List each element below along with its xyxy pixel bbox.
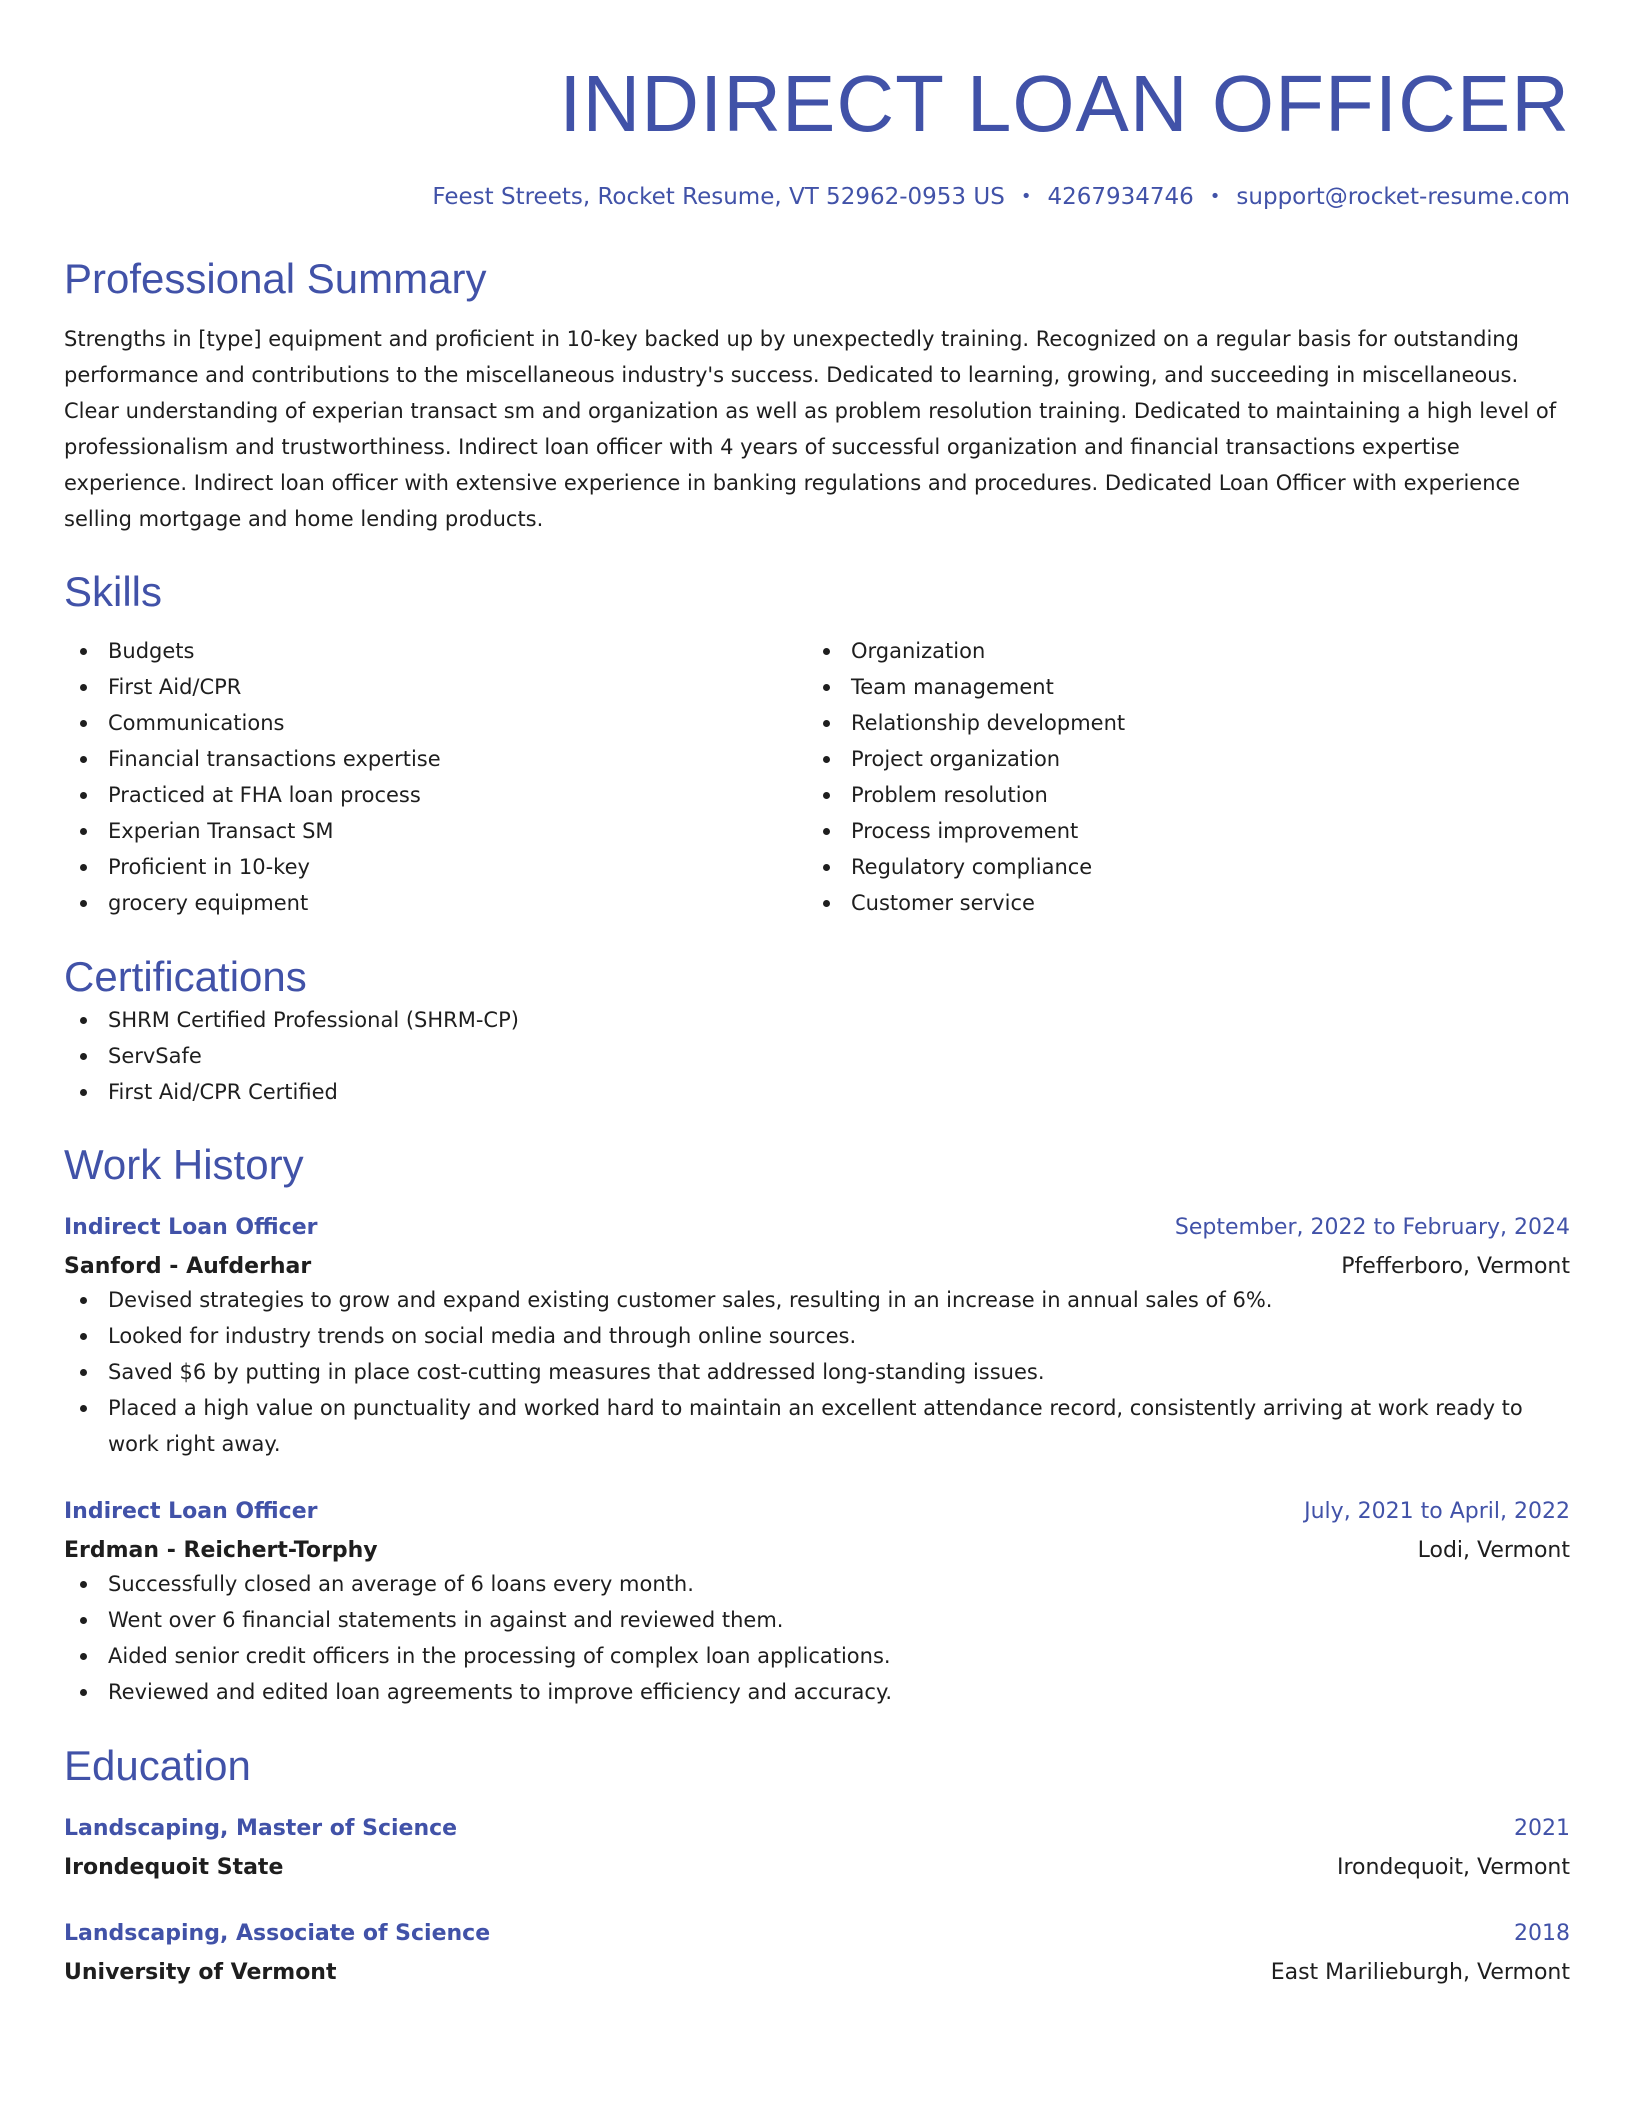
certification-item: SHRM Certified Professional (SHRM-CP) [64, 1002, 1570, 1038]
education-year: 2021 [1514, 1816, 1570, 1841]
job-dates: September, 2022 to February, 2024 [1174, 1215, 1570, 1240]
education-subheader [64, 1853, 1570, 1883]
contact-phone[interactable]: 4267934746 [1047, 184, 1194, 210]
skill-item: Budgets [64, 633, 807, 669]
certifications-list [64, 1002, 1570, 1110]
contact-email[interactable]: support@rocket-resume.com [1236, 184, 1570, 210]
job-header [64, 1497, 1570, 1527]
skill-item: Process improvement [807, 813, 1550, 849]
summary-text: Strengths in [type] equipment and proficient in 10-key backed up by unexpectedly training. Recognized on a regular basis for outstanding performance and contributions to the miscellaneous industry's success. Dedicated to learning, growing, and succeeding in miscellaneous. Clear understanding of experian transact sm and organization as well as problem resolution training. Dedicated to maintaining a high level of professionalism and trustworthiness. Indirect loan officer with 4 years of successful organization and financial transactions expertise experience. Indirect loan officer with extensive experience in banking regulations and procedures. Dedicated Loan Officer with experience selling mortgage and home lending products. [64, 327, 1557, 531]
job-company: Sanford - Aufderhar [64, 1254, 312, 1279]
education-degree: Landscaping, Master of Science [64, 1816, 458, 1841]
job-bullet: Aided senior credit officers in the processing of complex loan applications. [64, 1638, 1570, 1674]
job-bullet: Reviewed and edited loan agreements to improve efficiency and accuracy. [64, 1674, 1570, 1710]
education-degree: Landscaping, Associate of Science [64, 1921, 491, 1946]
job-bullet: Successfully closed an average of 6 loans every month. [64, 1566, 1570, 1602]
skill-item: First Aid/CPR [64, 669, 807, 705]
skill-item: Team management [807, 669, 1550, 705]
section-title-education: Education [64, 1742, 251, 1789]
job-location: Lodi, Vermont [1417, 1538, 1570, 1563]
job-dates: July, 2021 to April, 2022 [1304, 1499, 1570, 1524]
education-location: Irondequoit, Vermont [1336, 1855, 1570, 1880]
skill-item: grocery equipment [64, 885, 807, 921]
job-bullets [64, 1566, 1570, 1710]
skill-item: Experian Transact SM [64, 813, 807, 849]
education-location: East Marilieburgh, Vermont [1270, 1960, 1570, 1985]
skills-list-left [64, 633, 807, 921]
job-title: Indirect Loan Officer [64, 1499, 318, 1524]
skill-item: Problem resolution [807, 777, 1550, 813]
skill-item: Customer service [807, 885, 1550, 921]
education-subheader [64, 1958, 1570, 1988]
section-title-summary: Professional Summary [64, 255, 487, 302]
certification-item: First Aid/CPR Certified [64, 1074, 1570, 1110]
contact-address: Feest Streets, Rocket Resume, VT 52962-0953 US [432, 184, 1005, 210]
skill-item: Relationship development [807, 705, 1550, 741]
education-school: Irondequoit State [64, 1855, 284, 1880]
section-title-certifications: Certifications [64, 953, 307, 1000]
section-title-work-history: Work History [64, 1141, 304, 1188]
skill-item: Project organization [807, 741, 1550, 777]
job-bullet: Went over 6 financial statements in against and reviewed them. [64, 1602, 1570, 1638]
skill-item: Communications [64, 705, 807, 741]
job-entry [64, 1213, 1570, 1462]
education-year: 2018 [1514, 1921, 1570, 1946]
education-entry [64, 1919, 1570, 1988]
job-bullet: Devised strategies to grow and expand existing customer sales, resulting in an increase in annual sales of 6%. [64, 1282, 1570, 1318]
contact-separator: • [1209, 186, 1221, 207]
candidate-name: INDIRECT LOAN OFFICER [559, 59, 1570, 148]
contact-line [64, 182, 1570, 212]
job-header [64, 1213, 1570, 1243]
skills-list-right [807, 633, 1550, 921]
job-bullets [64, 1282, 1570, 1462]
job-subheader [64, 1536, 1570, 1566]
job-company: Erdman - Reichert-Torphy [64, 1538, 378, 1563]
resume-page [64, 0, 1570, 1988]
skill-item: Practiced at FHA loan process [64, 777, 807, 813]
education-header [64, 1814, 1570, 1844]
section-title-skills: Skills [64, 568, 163, 615]
job-bullet: Looked for industry trends on social media and through online sources. [64, 1318, 1570, 1354]
certification-item: ServSafe [64, 1038, 1570, 1074]
skill-item: Regulatory compliance [807, 849, 1550, 885]
skill-item: Proficient in 10-key [64, 849, 807, 885]
job-title: Indirect Loan Officer [64, 1215, 318, 1240]
education-school: University of Vermont [64, 1960, 337, 1985]
education-entry [64, 1814, 1570, 1883]
skill-item: Organization [807, 633, 1550, 669]
job-bullet: Saved $6 by putting in place cost-cutting measures that addressed long-standing issues. [64, 1354, 1570, 1390]
contact-separator: • [1020, 186, 1032, 207]
skills-grid [64, 633, 1570, 921]
job-entry [64, 1497, 1570, 1710]
education-header [64, 1919, 1570, 1949]
job-bullet: Placed a high value on punctuality and worked hard to maintain an excellent attendance record, consistently arriving at work ready to work right away. [64, 1390, 1570, 1462]
job-subheader [64, 1252, 1570, 1282]
job-location: Pfefferboro, Vermont [1341, 1254, 1570, 1279]
skill-item: Financial transactions expertise [64, 741, 807, 777]
